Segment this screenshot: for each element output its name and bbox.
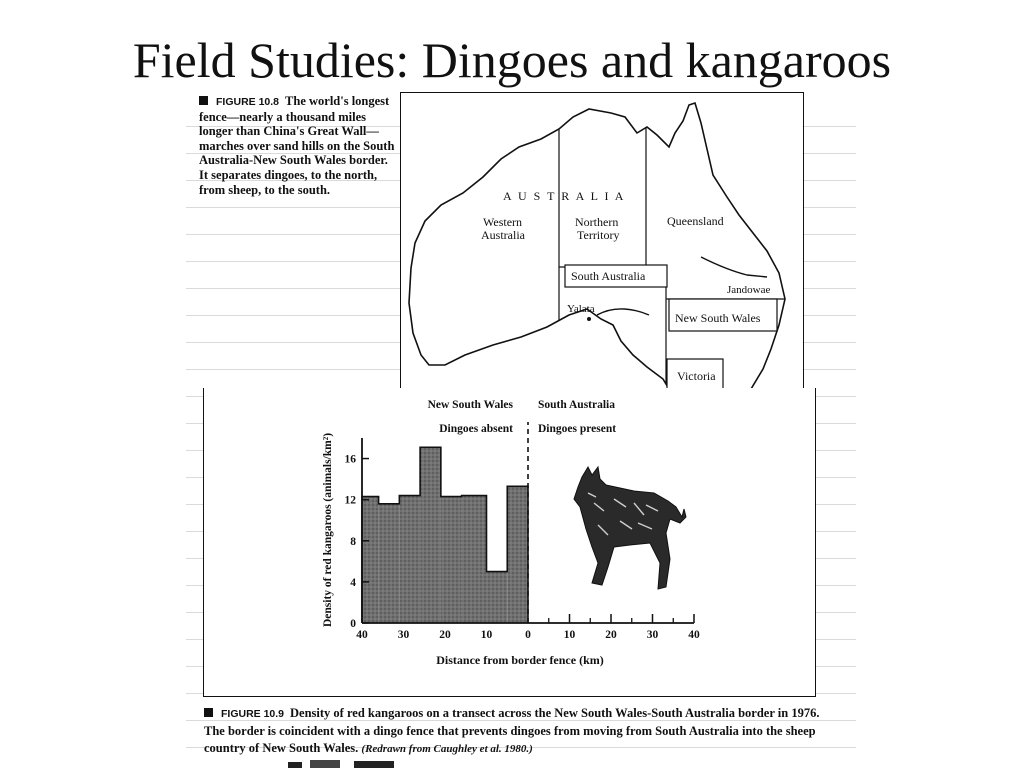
map-label-nsw: New South Wales	[675, 311, 761, 325]
region-label-south-australia: South Australia	[538, 399, 616, 411]
map-label-south-australia: South Australia	[571, 269, 646, 283]
bar-2	[399, 496, 420, 623]
map-label-country: A U S T R A L I A	[503, 189, 626, 203]
x-tick-label-8: 40	[688, 629, 700, 641]
figure-10-9-source: (Redrawn from Caughley et al. 1980.)	[361, 743, 533, 755]
figure-10-9-text: Density of red kangaroos on a transect across the New South Wales-South Australia border in 1976. The border is coincident with a dingo fence that prevents dingoes from moving from South Australia into the sheep country of New South Wales.	[204, 706, 820, 755]
x-tick-label-4: 0	[525, 629, 531, 641]
figure-10-9-caption	[204, 705, 822, 758]
australia-outline	[409, 103, 785, 389]
map-label-nt-1: Northern	[575, 215, 619, 229]
y-axis-label: Density of red kangaroos (animals/km²)	[322, 432, 334, 628]
australia-map	[401, 93, 803, 389]
y-tick-label-3: 12	[344, 494, 356, 507]
dingo-illustration	[574, 467, 686, 589]
x-tick-label-0: 40	[356, 629, 368, 641]
kangaroo-density-figure	[203, 388, 816, 697]
bar-5	[462, 496, 487, 623]
figure-10-8-text: The world's longest fence—nearly a thousand miles longer than China's Great Wall—marches over sand hills on the South Australia-New South Wales border. It separates dingoes, to the north, from sheep, to the south.	[199, 94, 395, 197]
bars-group	[362, 447, 528, 623]
figure-10-9-label: FIGURE 10.9	[221, 708, 285, 720]
bullet-square-icon	[204, 708, 213, 717]
region-label-dingoes-absent: Dingoes absent	[439, 423, 513, 435]
yalata-marker	[587, 317, 591, 321]
figure-10-8-caption	[199, 94, 395, 197]
bullet-square-icon	[199, 96, 208, 105]
y-tick-label-0: 0	[350, 618, 356, 630]
map-label-wa-1: Western	[483, 215, 523, 229]
map-label-wa-2: Australia	[481, 228, 525, 242]
map-label-yalata: Yalata	[567, 303, 595, 315]
cropped-figure-fragment	[288, 760, 398, 768]
y-tick-label-4: 16	[344, 453, 356, 466]
slide-title: Field Studies: Dingoes and kangaroos	[132, 32, 892, 88]
x-tick-label-6: 20	[605, 629, 617, 641]
x-tick-label-3: 10	[480, 629, 493, 641]
bar-7	[507, 486, 528, 623]
y-tick-label-1: 4	[350, 576, 356, 589]
figure-10-8-label: FIGURE 10.8	[216, 96, 280, 108]
bar-6	[487, 572, 508, 623]
region-label-nsw: New South Wales	[427, 399, 513, 411]
y-tick-label-2: 8	[350, 535, 356, 548]
bar-3	[420, 447, 441, 623]
map-label-jandowae: Jandowae	[727, 284, 771, 296]
bar-1	[379, 504, 400, 623]
x-axis-label: Distance from border fence (km)	[436, 653, 604, 667]
x-tick-label-5: 10	[563, 629, 576, 641]
x-tick-label-2: 20	[439, 629, 451, 641]
region-label-dingoes-present: Dingoes present	[538, 423, 617, 435]
map-label-nt-2: Territory	[577, 228, 620, 242]
bar-0	[362, 497, 379, 623]
australia-map-figure	[400, 92, 804, 390]
kangaroo-density-chart	[204, 388, 815, 696]
x-tick-label-7: 30	[646, 629, 659, 641]
map-label-victoria: Victoria	[677, 369, 716, 383]
x-tick-label-1: 30	[397, 629, 410, 641]
map-label-queensland: Queensland	[667, 214, 724, 228]
bar-4	[441, 497, 462, 623]
